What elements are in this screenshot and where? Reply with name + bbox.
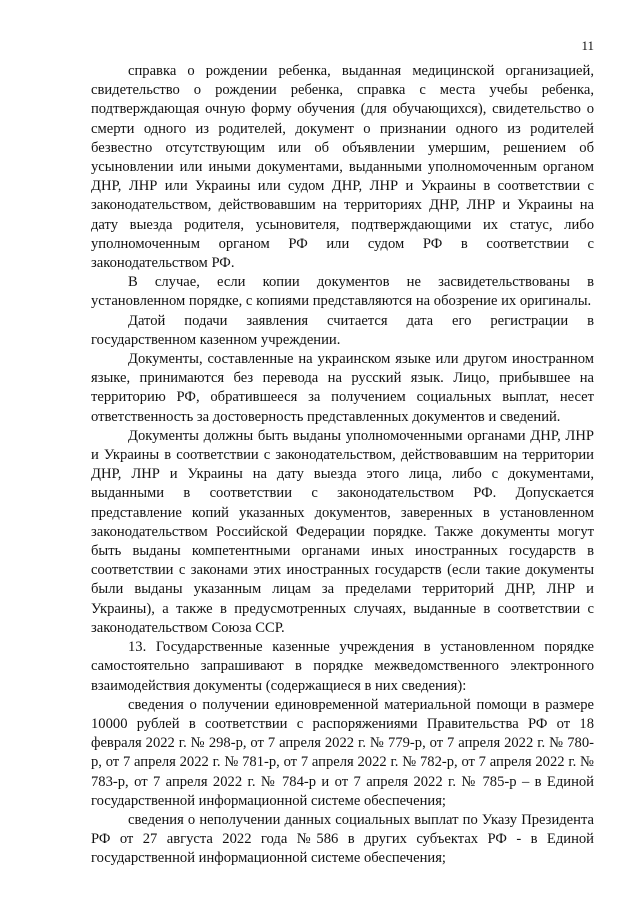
paragraph: 13. Государственные казенные учреждения в установленном порядке самостоятельно запрашивают в порядке межведомственного электронного взаимодействия документы (содержащиеся в них сведения): <box>91 639 594 694</box>
paragraph: Датой подачи заявления считается дата его регистрации в государственном казенном учреждении. <box>91 312 594 348</box>
paragraph: сведения о получении единовременной материальной помощи в размере 10000 рублей в соответствии с распоряжениями Правительства РФ от 18 февраля 2022 г. № 298-р, от 7 апреля 2022 г. № 779-р, от 7 апреля 2022 г. № 780-р, от 7 апреля 2022 г. № 781-р, от 7 апреля 2022 г. № 782-р, от 7 апреля 2022 г. № 783-р, от 7 апреля 2022 г. № 784-р и от 7 апреля 2022 г. № 785-р – в Единой государственной информационной системе обеспечения; <box>91 696 594 809</box>
document-body <box>91 62 594 869</box>
paragraph: В случае, если копии документов не засвидетельствованы в установленном порядке, с копиями представляются на обозрение их оригиналы. <box>91 274 594 310</box>
paragraph: сведения о неполучении данных социальных выплат по Указу Президента РФ от 27 августа 2022 года №586 в других субъектах РФ - в Единой государственной информационной системе обеспечения; <box>91 811 594 867</box>
paragraph: Документы, составленные на украинском языке или другом иностранном языке, принимаются без перевода на русский язык. Лицо, прибывшее на территорию РФ, обратившееся за получением социальных выплат, несет ответственность за достоверность представленных документов и сведений. <box>91 351 594 425</box>
paragraph: Документы должны быть выданы уполномоченными органами ДНР, ЛНР и Украины в соответствии с законодательством, действовавшим на территории ДНР, ЛНР и Украины на дату выезда этого лица, либо с документами, выданными в соответствии с законодательством РФ. Допускается представление копий указанных документов, заверенных в установленном законодательством Российской Федерации порядке. Также документы могут быть выданы компетентными органами иных иностранных государств в соответствии с законами этих иностранных государств (если такие документы были выданы указанным лицам за пределами территорий ДНР, ЛНР и Украины), а также в предусмотренных случаях, выданные в соответствии с законодательством Союза ССР. <box>91 427 594 636</box>
paragraph: справка о рождении ребенка, выданная медицинской организацией, свидетельство о рождении ребенка, справка с места учебы ребенка, подтверждающая очную форму обучения (для обучающихся), свидетельство о смерти одного из родителей, документ о признании одного из родителей безвестно отсутствующим или об объявлении умершим, решением об усыновлении или иными документами, выданными уполномоченным органом ДНР, ЛНР или Украины или судом ДНР, ЛНР и Украины в соответствии с законодательством, действовавшим на территориях ДНР, ЛНР и Украины на дату выезда родителя, усыновителя, подтверждающими их статус, либо уполномоченным органом РФ или судом РФ в соответствии с законодательством РФ. <box>91 63 594 272</box>
page-number: 11 <box>581 38 594 53</box>
